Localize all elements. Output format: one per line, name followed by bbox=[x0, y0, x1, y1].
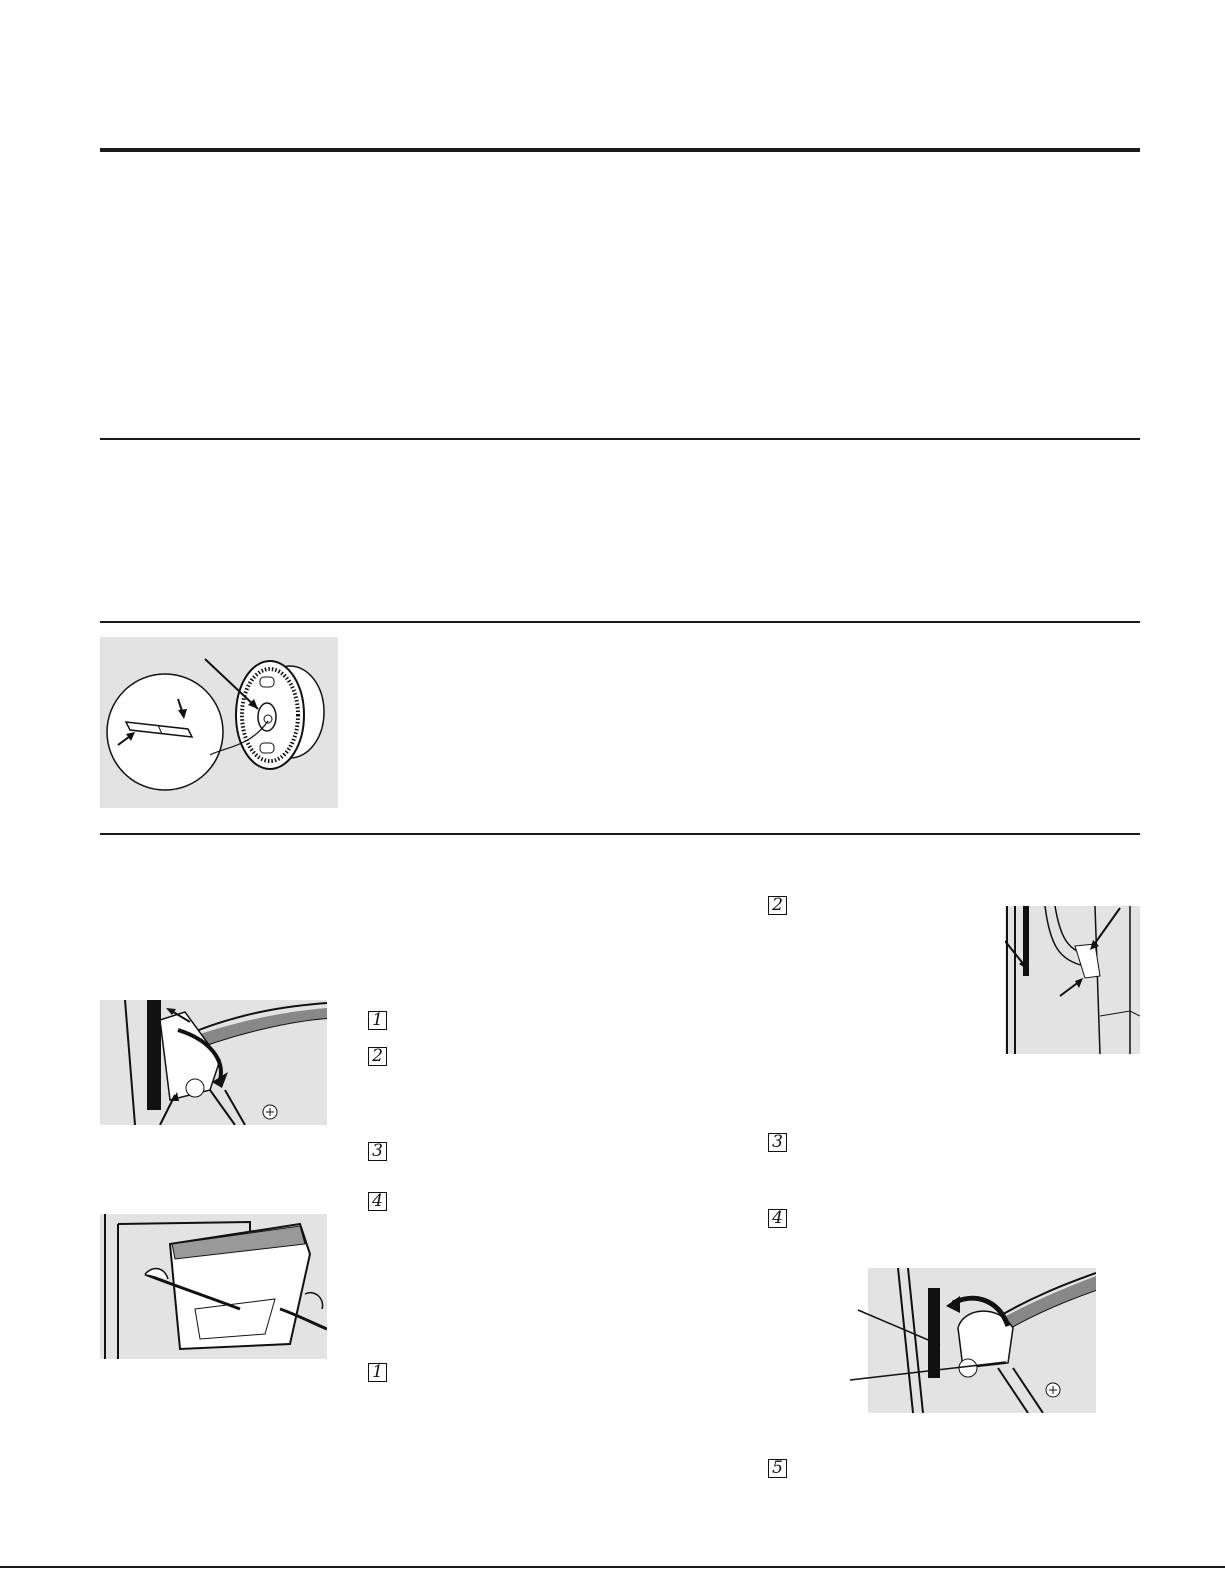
door-hinge-lock-illustration bbox=[100, 1000, 327, 1125]
step-number-box: 1 bbox=[368, 1363, 387, 1382]
section-divider bbox=[100, 621, 1140, 623]
hands-lifting-door-icon bbox=[100, 1214, 327, 1359]
step-number-box: 1 bbox=[368, 1011, 387, 1030]
step-number-box: 4 bbox=[768, 1209, 787, 1228]
step-number-box: 2 bbox=[768, 896, 787, 915]
step-number-box: 2 bbox=[368, 1047, 387, 1066]
top-rule bbox=[100, 148, 1140, 152]
door-lift-illustration bbox=[100, 1214, 327, 1359]
control-knob-icon bbox=[100, 637, 338, 808]
leader-lines bbox=[848, 1300, 1018, 1385]
step-number-box: 5 bbox=[768, 1459, 787, 1478]
hinge-lever-icon bbox=[100, 1000, 327, 1125]
hinge-slot-illustration bbox=[1005, 906, 1140, 1054]
step-number-box: 3 bbox=[368, 1142, 387, 1161]
section-divider bbox=[100, 438, 1140, 440]
section-divider bbox=[100, 833, 1140, 835]
knob-back-illustration bbox=[100, 637, 338, 808]
step-number-box: 3 bbox=[768, 1133, 787, 1152]
bottom-rule bbox=[0, 1566, 1225, 1568]
step-number-box: 4 bbox=[368, 1192, 387, 1211]
hinge-slot-icon bbox=[1005, 906, 1140, 1054]
